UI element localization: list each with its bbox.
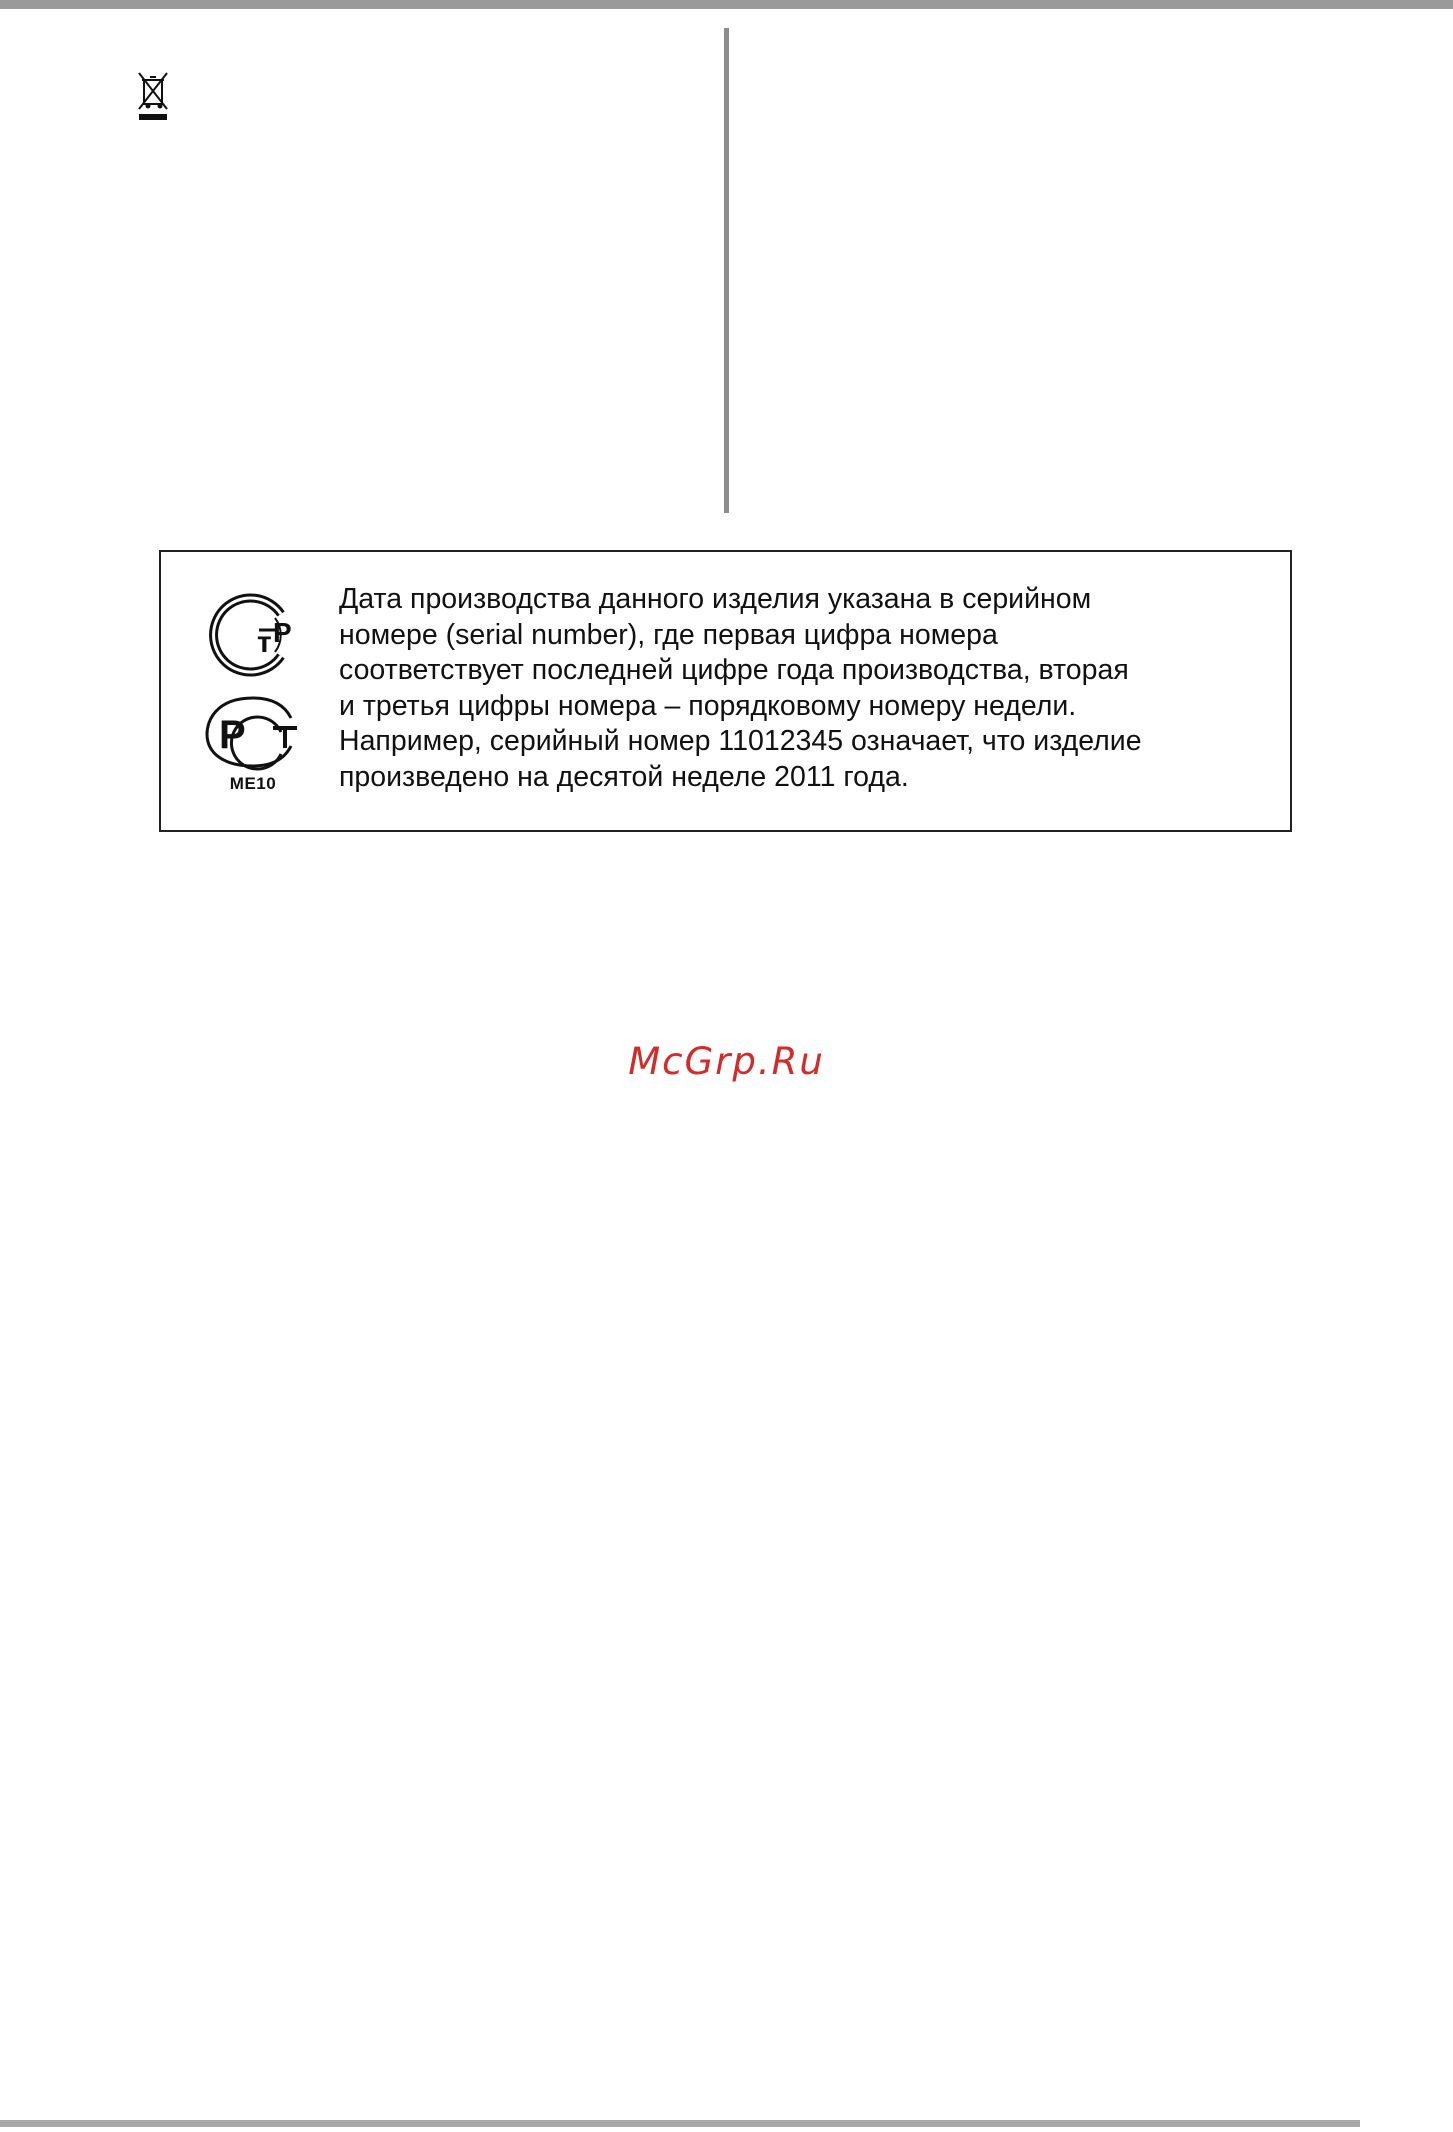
certification-marks (201, 590, 311, 800)
recycle-bin-icon (136, 70, 170, 122)
notice-line: соответствует последней цифре года производства, вторая (339, 654, 1129, 686)
rst-mark-icon (203, 692, 303, 772)
notice-line: Дата производства данного изделия указана в серийном (339, 583, 1092, 615)
watermark: McGrp.Ru (628, 1040, 825, 1083)
certification-notice-box (159, 550, 1292, 832)
notice-line: произведено на десятой неделе 2011 года. (339, 760, 909, 793)
bottom-rule (0, 2120, 1360, 2127)
certification-mark-code: МЕ10 (229, 774, 277, 793)
column-divider (724, 28, 729, 513)
svg-text:P: P (273, 617, 292, 648)
eac-mark-icon (201, 590, 309, 680)
notice-line: и третья цифры номера – порядковому номеру недели. (339, 689, 1077, 722)
svg-text:Р: Р (219, 713, 246, 757)
svg-text:т: т (257, 626, 272, 659)
production-date-notice (339, 582, 1269, 795)
notice-line: номере (serial number), где первая цифра номера (339, 618, 998, 651)
notice-line: Например, серийный номер 11012345 означает, что изделие (339, 725, 1142, 757)
top-rule (0, 0, 1453, 9)
